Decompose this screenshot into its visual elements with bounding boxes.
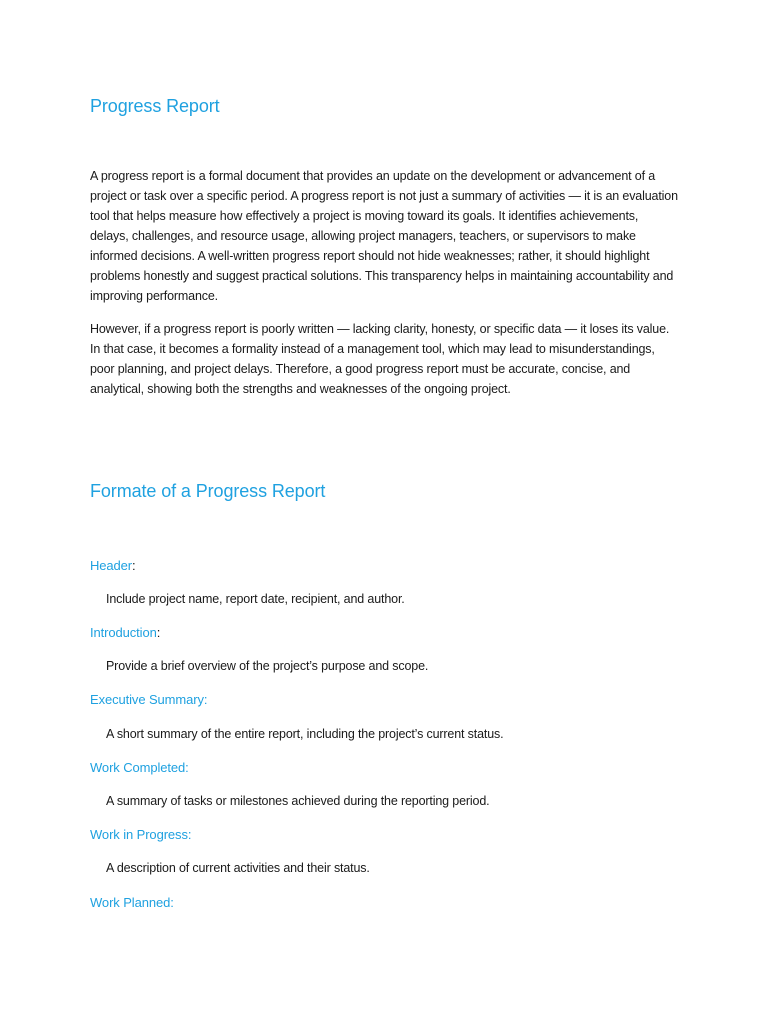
page-title: Progress Report [90,96,220,116]
section-label-header-colon: : [132,558,136,573]
section-desc-executive-summary: A short summary of the entire report, including the project’s current status. [106,727,504,741]
section-label-work-completed-text: Work Completed: [90,760,189,775]
section-label-work-planned-text: Work Planned: [90,895,174,910]
format-section-title: Formate of a Progress Report [90,481,326,501]
intro-paragraph-2: However, if a progress report is poorly written — lacking clarity, honesty, or specific data — it loses its value. In that case, it becomes a formality instead of a management tool, which may lead to misunderstandings, poor planning, and project delays. Therefore, a good progress report must be accurate, concise, and analytical, showing both the strengths and weaknesses of the ongoing project. [90,322,670,396]
section-label-header-text: Header [90,558,133,573]
section-label-introduction [90,624,160,642]
section-label-introduction-text: Introduction [90,625,157,640]
section-label-work-planned [90,894,174,912]
section-desc-work-in-progress: A description of current activities and their status. [106,861,370,875]
section-label-introduction-colon: : [156,625,161,640]
section-label-work-completed [90,759,189,777]
section-label-executive-summary-text: Executive Summary: [90,692,208,707]
section-desc-introduction: Provide a brief overview of the project’s purpose and scope. [106,659,429,673]
section-label-work-in-progress-text: Work in Progress: [90,827,192,842]
section-label-work-in-progress [90,826,191,844]
section-desc-work-completed: A summary of tasks or milestones achieved during the reporting period. [106,794,490,808]
intro-paragraph-1: A progress report is a formal document that provides an update on the development or advancement of a project or task over a specific period. A progress report is not just a summary of activities — it is an evaluation tool that helps measure how effectively a project is moving toward its goals. It identifies achievements, delays, challenges, and resource usage, allowing project managers, teachers, or supervisors to make informed decisions. A well-written progress report should not hide weaknesses; rather, it should highlight problems honestly and suggest practical solutions. This transparency helps in maintaining accountability and improving performance. [90,169,678,303]
section-label-executive-summary [90,691,207,709]
section-label-header [90,557,136,575]
section-desc-header: Include project name, report date, recipient, and author. [106,592,405,606]
